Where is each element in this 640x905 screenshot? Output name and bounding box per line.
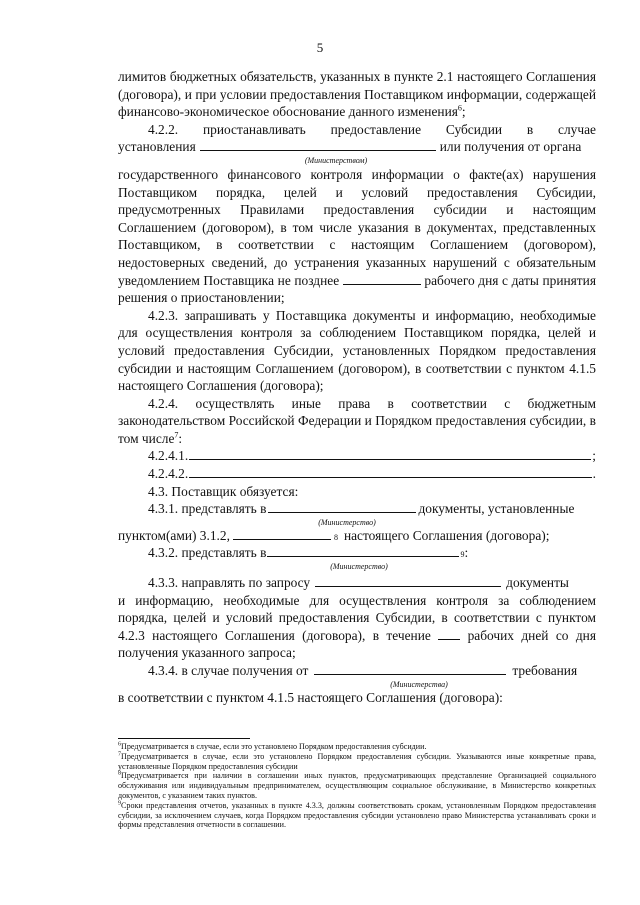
footnote-separator xyxy=(118,738,250,739)
footnote-9: $^9$Сроки представления отчетов, указанных в пункте 4.3.3, должны соответствовать срокам, установленным Порядком предоставления субсидии, за исключением случаев, когда Порядком предоставления субсидии установлено право Министерства устанавливать сроки и формы представления отчетности в соглашении. xyxy=(118,800,596,830)
blank-ministry-2 xyxy=(268,501,416,513)
line-4-3-1: 4.3.1. представлять в документы, установленные xyxy=(148,501,575,517)
paragraph-4-3-3-cont: и информацию, необходимые для осуществления контроля за соблюдением порядка, целей и условий предоставления Субсидии, в соответствии с пунктом 4.2.3 настоящего Соглашения (договора), в течение рабочих дней со дня получения указанного запроса; xyxy=(118,592,596,661)
blank-working-days xyxy=(438,628,460,640)
blank-days xyxy=(343,273,421,285)
caption-ministry-3: (Министерство) xyxy=(330,562,388,572)
blank-points xyxy=(233,528,331,540)
footnote-6: $^6$Предусматривается в случае, если это установлено Порядком предоставления субсидии. xyxy=(118,741,427,751)
line-4-2-4-1: 4.2.4.1. ; xyxy=(148,448,596,464)
paragraph-4-2-2-cont: государственного финансового контроля информации о факте(ах) нарушения Поставщиком порядка, целей и условий предоставления Субсидии, предусмотренных Правилами предоставления субсидии и настоящим Соглашением (договором), в том числе указания в документах, представленных Поставщиком, в соответствии с настоящим Соглашением (договором), недостоверных сведений, до устранения указанных нарушений с обязательным уведомлением Поставщика не позднее рабочего дня с даты принятия решения о приостановлении; xyxy=(118,166,596,306)
footnote-ref-6: 6 xyxy=(457,103,462,113)
caption-ministry-5: (Министерства) xyxy=(390,679,448,689)
caption-ministry-1: (Министерством) xyxy=(304,155,368,165)
document-body xyxy=(118,68,596,706)
caption-ministry-2: (Министерство) xyxy=(318,517,376,527)
line-4-3-4: 4.3.4. в случае получения от требования xyxy=(148,663,578,678)
blank-ministry-3 xyxy=(267,545,459,557)
paragraph-4-2-3: 4.2.3. запрашивать у Поставщика документы и информацию, необходимые для осуществления контроля за соблюдением Поставщиком порядка, целей и условий предоставления Субсидии, установленных Порядком предоставления субсидии и настоящим Соглашением (договором), в соответствии с пунктом 4.1.5 настоящего Соглашения (договора); xyxy=(118,307,596,394)
line-4-2-2-blank: установления или получения от органа xyxy=(118,139,582,155)
blank-4-2-4-1 xyxy=(189,448,591,460)
paragraph-4-2-4: 4.2.4. осуществлять иные права в соответствии с бюджетным законодательством Российской Федерации и Порядком предоставления субсидии, в том числе$^7$: xyxy=(118,395,596,446)
blank-ministry-1 xyxy=(200,139,436,151)
footnote-7: $^7$Предусматривается в случае, если это установлено Порядком предоставления субсидии. Указываются иные конкретные права, установленные Порядком предоставления субсидии xyxy=(118,751,596,771)
footnotes xyxy=(118,742,596,830)
line-4-3-3: 4.3.3. направлять по запросу документы xyxy=(148,575,569,591)
footnote-ref-7: 7 xyxy=(174,430,179,440)
blank-4-2-4-2 xyxy=(189,466,591,478)
line-4-2-4-2: 4.2.4.2. . xyxy=(148,466,596,482)
line-4-3-1-cont: пунктом(ами) 3.1.2, 8 настоящего Соглашения (договора); xyxy=(118,527,550,543)
blank-ministry-4 xyxy=(315,575,501,587)
paragraph-4-2-2: 4.2.2. приостанавливать предоставление Субсидии в случае xyxy=(148,121,596,137)
footnote-8: $^8$Предусматривается при наличии в соглашении иных пунктов, предусматривающих представление Организацией социального обслуживания или индивидуальным предпринимателем, осуществляющим социальное обслуживание, в Министерство конкретных документов, с указанием таких пунктов. xyxy=(118,770,596,800)
blank-ministry-5 xyxy=(314,663,506,675)
line-4-3: 4.3. Поставщик обязуется: xyxy=(148,483,299,499)
line-4-3-2: 4.3.2. представлять в 9 : xyxy=(148,545,469,561)
paragraph-limits: лимитов бюджетных обязательств, указанных в пункте 2.1 настоящего Соглашения (договора), и при условии предоставления Поставщиком информации, содержащей финансово-экономическое обоснование данного изменения$^6$; xyxy=(118,69,596,120)
line-4-3-4-cont: в соответствии с пунктом 4.1.5 настоящего Соглашения (договора): xyxy=(118,689,503,705)
page-number: 5 xyxy=(316,40,324,55)
